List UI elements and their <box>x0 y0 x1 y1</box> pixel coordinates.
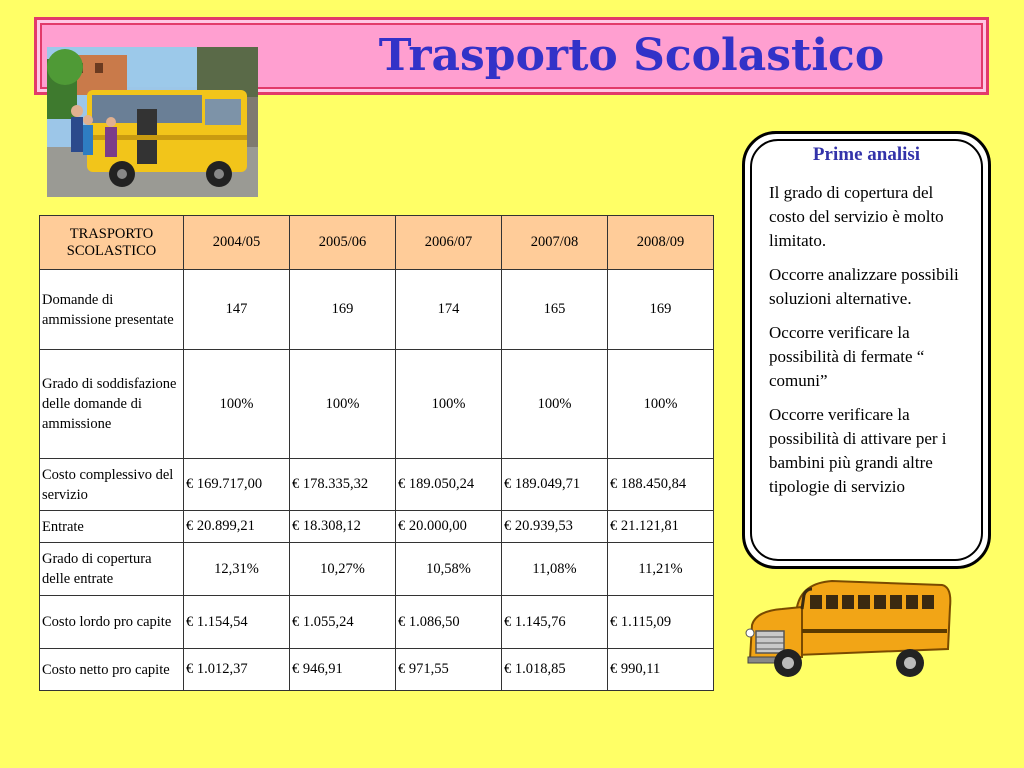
table-cell: € 169.717,00 <box>184 459 290 511</box>
table-row <box>40 543 714 596</box>
table-header-row <box>40 216 714 270</box>
column-header: 2008/09 <box>608 216 714 270</box>
table-cell: € 20.939,53 <box>502 511 608 543</box>
page-title: Trasporto Scolastico <box>378 30 885 81</box>
row-label: Domande di ammissione presentate <box>40 270 184 350</box>
school-bus-icon <box>742 577 954 687</box>
table-cell: € 21.121,81 <box>608 511 714 543</box>
column-header: 2005/06 <box>290 216 396 270</box>
table-row <box>40 596 714 649</box>
table-cell: 147 <box>184 270 290 350</box>
table-cell: € 1.012,37 <box>184 649 290 691</box>
table-cell: 10,58% <box>396 543 502 596</box>
callout-title: Prime analisi <box>812 144 921 165</box>
table-cell: 100% <box>502 350 608 459</box>
table-row <box>40 511 714 543</box>
table-cell: 10,27% <box>290 543 396 596</box>
row-label: Entrate <box>40 511 184 543</box>
callout-paragraph: Il grado di copertura del costo del servizio è molto limitato. <box>769 183 944 250</box>
table-cell: € 971,55 <box>396 649 502 691</box>
table-cell: 169 <box>608 270 714 350</box>
table-cell: 12,31% <box>184 543 290 596</box>
table-row <box>40 350 714 459</box>
table-cell: 100% <box>396 350 502 459</box>
table-row <box>40 270 714 350</box>
row-label: Costo complessivo del servizio <box>40 459 184 511</box>
transport-data-table <box>39 215 714 691</box>
table-cell: € 189.050,24 <box>396 459 502 511</box>
table-cell: € 946,91 <box>290 649 396 691</box>
table-cell: 100% <box>290 350 396 459</box>
analysis-callout <box>742 131 991 569</box>
table-cell: € 1.145,76 <box>502 596 608 649</box>
table-row <box>40 459 714 511</box>
callout-paragraph: Occorre verificare la possibilità di attivare per i bambini più grandi altre tipologie di servizio <box>769 405 947 496</box>
table-cell: 169 <box>290 270 396 350</box>
table-cell: 11,08% <box>502 543 608 596</box>
table-cell: € 189.049,71 <box>502 459 608 511</box>
row-label: Costo lordo pro capite <box>40 596 184 649</box>
table-cell: € 18.308,12 <box>290 511 396 543</box>
row-label: Grado di copertura delle entrate <box>40 543 184 596</box>
table-cell: € 1.055,24 <box>290 596 396 649</box>
table-cell: € 20.000,00 <box>396 511 502 543</box>
callout-paragraph: Occorre analizzare possibili soluzioni alternative. <box>769 265 959 308</box>
callout-body <box>769 181 972 509</box>
school-minibus-photo <box>47 47 258 197</box>
table-cell: € 20.899,21 <box>184 511 290 543</box>
table-cell: 100% <box>184 350 290 459</box>
table-cell: € 990,11 <box>608 649 714 691</box>
row-label: Grado di soddisfazione delle domande di ammissione <box>40 350 184 459</box>
table-cell: € 1.115,09 <box>608 596 714 649</box>
table-cell: € 1.154,54 <box>184 596 290 649</box>
table-corner-header: TRASPORTO SCOLASTICO <box>40 216 184 270</box>
table-cell: € 178.335,32 <box>290 459 396 511</box>
table-cell: 174 <box>396 270 502 350</box>
table-cell: 11,21% <box>608 543 714 596</box>
table-cell: € 1.086,50 <box>396 596 502 649</box>
table-cell: 165 <box>502 270 608 350</box>
bus-clipart-image <box>742 577 954 687</box>
callout-paragraph: Occorre verificare la possibilità di fermate “ comuni” <box>769 323 925 390</box>
table-row <box>40 649 714 691</box>
column-header: 2004/05 <box>184 216 290 270</box>
column-header: 2006/07 <box>396 216 502 270</box>
table-cell: 100% <box>608 350 714 459</box>
table-cell: € 188.450,84 <box>608 459 714 511</box>
column-header: 2007/08 <box>502 216 608 270</box>
row-label: Costo netto pro capite <box>40 649 184 691</box>
table-cell: € 1.018,85 <box>502 649 608 691</box>
photo-image <box>47 47 258 197</box>
